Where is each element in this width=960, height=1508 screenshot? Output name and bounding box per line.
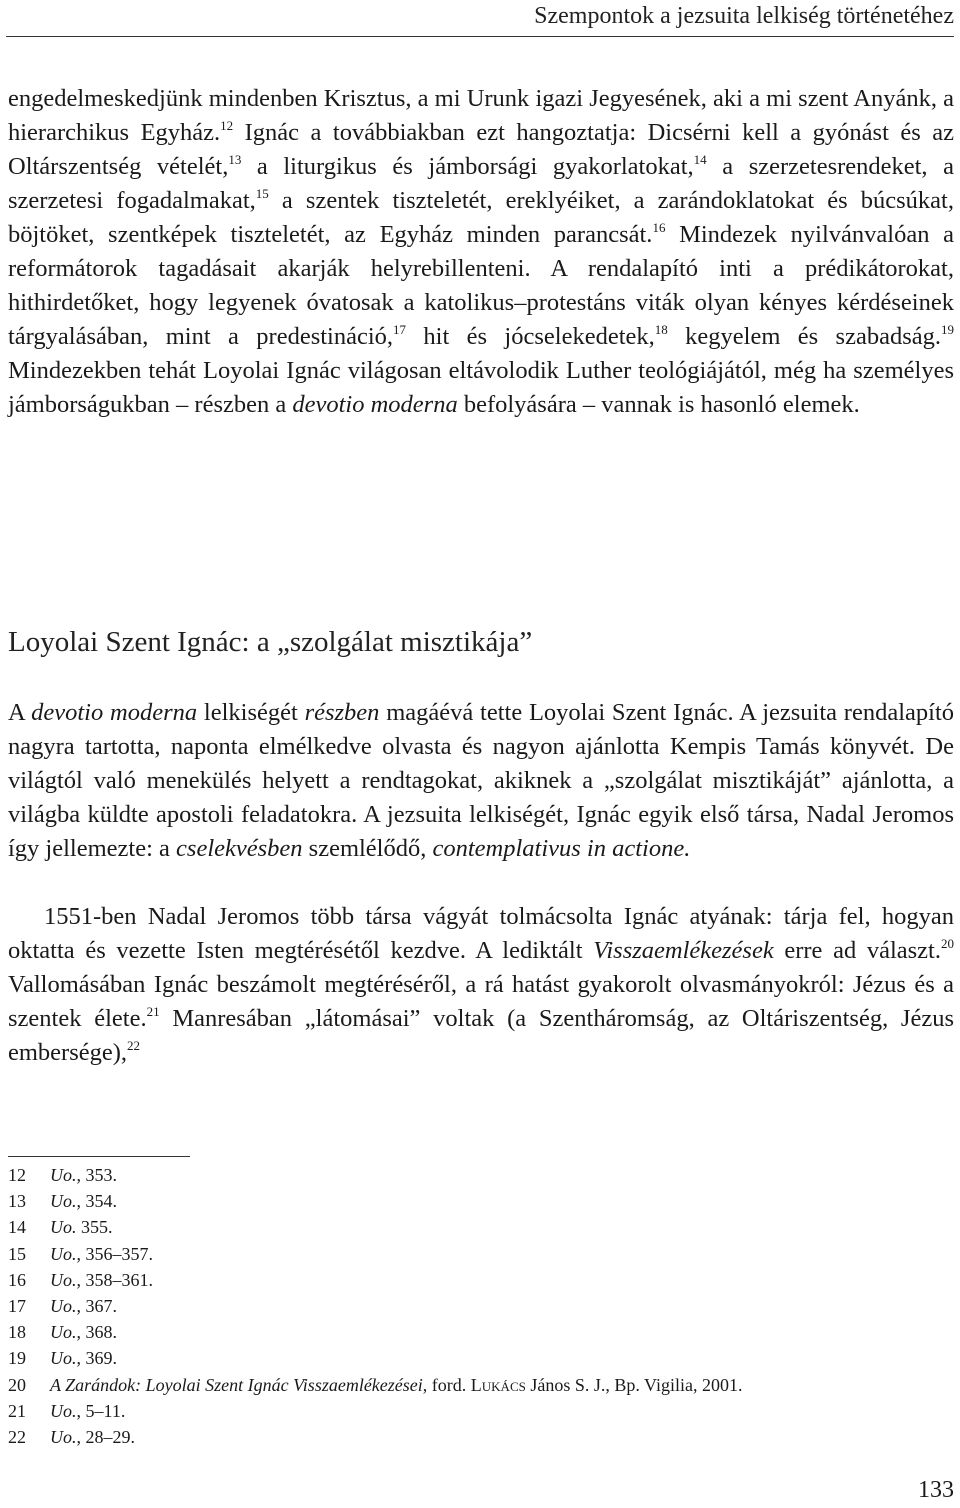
footnote-ref-14[interactable]: 14 — [693, 152, 707, 167]
footnote-20: 20 A Zarándok: Loyolai Szent Ignác Visszaemlékezései, ford. Lukács János S. J., Bp. Vigilia, 2001. — [8, 1374, 743, 1395]
footnote-ref-16[interactable]: 16 — [652, 220, 666, 235]
footnote-13: 13 Uo., 354. — [8, 1191, 117, 1212]
footnote-ref-12[interactable]: 12 — [220, 118, 234, 133]
paragraph-1: engedelmeskedjünk mindenben Krisztus, a mi Urunk igazi Jegyesének, aki a mi szent Anyánk, a hierarchikus Egyház.$^{12}$ Ignác a továbbiakban ezt hangoztatja: Dicsérni kell a gyónást és az Oltárszentség vételét,$^{13}$ a liturgikus és jámborsági gyakorlatokat,$^{14}$ a szerzetesrendeket, a szerzetesi fogadalmakat,$^{15}$ a szentek tiszteletét, ereklyéiket, a zarándoklatokat és búcsúkat, böjtöket, szentképek tiszteletét, az Egyház minden parancsát.$^{16}$ Mindezek nyilvánvalóan a reformátorok tagadásait akarják helyrebillenteni. A rendalapító inti a prédikátorokat, hithirdetőket, hogy legyenek óvatosak a katolikus–protestáns viták olyan kényes kérdéseinek tárgyalásában, mint a predestináció,$^{17}$ hit és jócselekedetek,$^{18}$ kegyelem és szabadság.$^{19}$ Mindezekben tehát Loyolai Ignác világosan eltávolodik Luther teológiájától, még ha személyes jámborságukban – részben a devotio moderna befolyására – vannak is hasonló elemek. — [8, 85, 955, 418]
footnote-ref-19[interactable]: 19 — [940, 322, 954, 337]
footnote-ref-17[interactable]: 17 — [393, 322, 407, 337]
footnote-ref-21[interactable]: 21 — [146, 1004, 160, 1019]
footnote-ref-22[interactable]: 22 — [127, 1038, 141, 1053]
footnote-16: 16 Uo., 358–361. — [8, 1269, 153, 1290]
footnote-rule — [8, 1156, 190, 1157]
footnote-19: 19 Uo., 369. — [8, 1348, 117, 1369]
header-rule — [6, 36, 954, 37]
footnote-14: 14 Uo. 355. — [8, 1217, 113, 1238]
footnotes-list — [8, 1162, 958, 1450]
footnote-17: 17 Uo., 367. — [8, 1296, 117, 1317]
footnote-21: 21 Uo., 5–11. — [8, 1400, 126, 1421]
paragraph-3: 1551-ben Nadal Jeromos több társa vágyát tolmácsolta Ignác atyának: tárja fel, hogyan oktatta és vezette Isten megtérésétől kezdve. A lediktált Visszaemlékezések erre ad választ.$^{20}$ Vallomásában Ignác beszámolt megtéréséről, a rá hatást gyakorolt olvasmányokról: Jézus és a szentek élete.$^{21}$ Manresában „látomásai” voltak (a Szentháromság, az Oltáriszentség, Jézus embersége),$^{22}$ — [8, 903, 955, 1066]
footnote-12: 12 Uo., 353. — [8, 1165, 117, 1185]
footnote-ref-20[interactable]: 20 — [941, 936, 954, 951]
footnote-15: 15 Uo., 356–357. — [8, 1243, 153, 1264]
footnote-18: 18 Uo., 368. — [8, 1322, 117, 1343]
paragraph-2: A devotio moderna lelkiségét részben magáévá tette Loyolai Szent Ignác. A jezsuita rendalapító nagyra tartotta, naponta elmélkedve olvasta és nagyon ajánlotta Kempis Tamás könyvét. De világtól való menekülés helyett a rendtagokat, akiknek a „szolgálat misztikáját” ajánlotta, a világba küldte apostoli feladatokra. A jezsuita lelkiségét, Ignác egyik első társa, Nadal Jeromos így jellemezte: a cselekvésben szemlélődő, contemplativus in actione. — [8, 699, 955, 862]
running-head: Szempontok a jezsuita lelkiség történetéhez — [534, 3, 954, 29]
page-number: 133 — [918, 1477, 954, 1503]
section-heading: Loyolai Szent Ignác: a „szolgálat misztikája” — [8, 626, 533, 658]
footnote-ref-15[interactable]: 15 — [255, 186, 269, 201]
footnote-ref-13[interactable]: 13 — [228, 152, 242, 167]
footnote-22: 22 Uo., 28–29. — [8, 1427, 135, 1448]
footnote-ref-18[interactable]: 18 — [654, 322, 668, 337]
